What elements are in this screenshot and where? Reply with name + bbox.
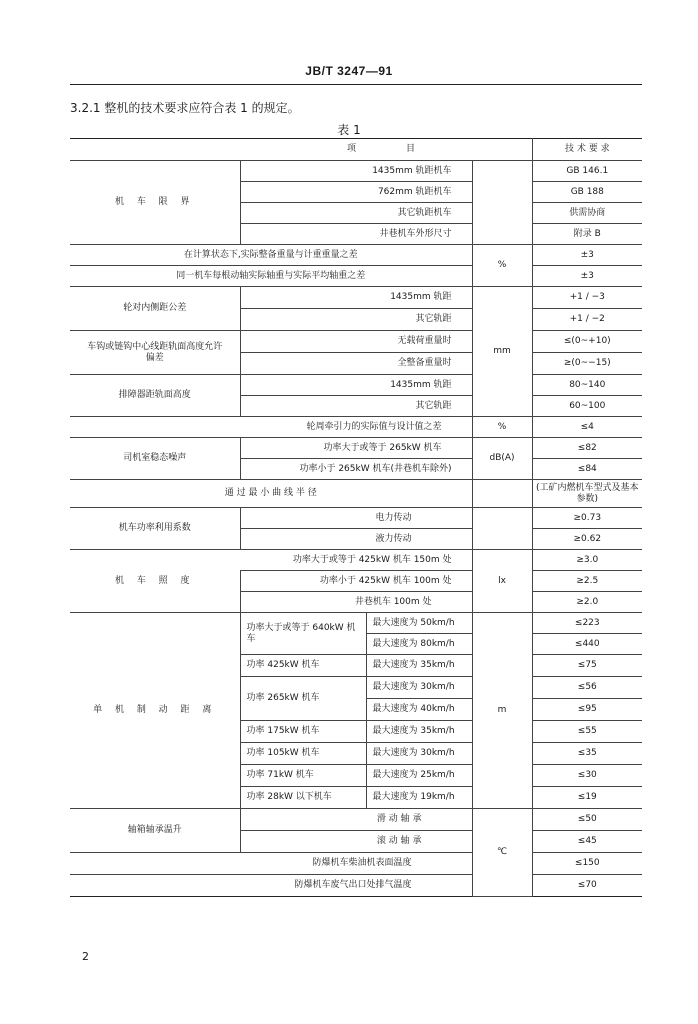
row-requirement: ≥3.0	[532, 550, 642, 571]
row-power-label: 功率 175kW 机车	[240, 721, 366, 743]
row-requirement: ≥2.5	[532, 571, 642, 592]
row-speed-label: 最大速度为 80km/h	[366, 634, 472, 655]
row-requirement: +1 / −3	[532, 287, 642, 309]
row-sub-label: 762mm 轨距机车	[240, 182, 472, 203]
table-row	[70, 266, 642, 287]
row-sub-label: 井巷机车外形尺寸	[240, 224, 472, 245]
row-unit: ℃	[472, 809, 532, 897]
row-power-label: 功率大于或等于 640kW 机车	[240, 613, 366, 655]
row-group-label: 轮对内侧距公差	[70, 287, 240, 331]
row-power-label: 功率 28kW 以下机车	[240, 787, 366, 809]
row-group-label: 排障器距轨面高度	[70, 375, 240, 417]
row-power-label: 功率 71kW 机车	[240, 765, 366, 787]
row-sub-label: 其它轨距机车	[240, 203, 472, 224]
row-unit: %	[472, 245, 532, 287]
row-power-label: 功率 105kW 机车	[240, 743, 366, 765]
row-requirement: ≤150	[532, 853, 642, 875]
row-sub-label: 井巷机车 100m 处	[240, 592, 472, 613]
row-requirement: ±3	[532, 245, 642, 266]
row-item-label: 同一机车每根动轴实际轴重与实际平均轴重之差	[70, 266, 472, 287]
row-speed-label: 最大速度为 50km/h	[366, 613, 472, 634]
row-speed-label: 最大速度为 30km/h	[366, 677, 472, 699]
row-speed-label: 最大速度为 25km/h	[366, 765, 472, 787]
row-requirement: ≤19	[532, 787, 642, 809]
table-row	[70, 809, 642, 831]
row-requirement: GB 188	[532, 182, 642, 203]
row-group-label: 单 机 制 动 距 离	[70, 613, 240, 809]
table-row	[70, 161, 642, 182]
row-sub-label: 无载荷重量时	[240, 331, 472, 353]
row-requirement: ≤84	[532, 459, 642, 480]
table-caption: 表 1	[337, 123, 361, 137]
row-unit: dB(A)	[472, 438, 532, 480]
row-unit: mm	[472, 287, 532, 417]
row-sub-label: 滚 动 轴 承	[240, 831, 472, 853]
row-requirement: ≤95	[532, 699, 642, 721]
row-requirement: ±3	[532, 266, 642, 287]
row-requirement: (工矿内燃机车型式及基本参数)	[532, 480, 642, 508]
table-row	[70, 438, 642, 459]
row-item-label: 防爆机车柴油机表面温度	[70, 853, 472, 875]
table-row	[70, 550, 642, 571]
table-row	[70, 508, 642, 529]
table-row	[70, 245, 642, 266]
row-sub-label: 功率小于 425kW 机车 100m 处	[240, 571, 472, 592]
row-sub-label: 全整备重量时	[240, 353, 472, 375]
row-unit: %	[472, 417, 532, 438]
row-requirement: +1 / −2	[532, 309, 642, 331]
row-requirement: ≤440	[532, 634, 642, 655]
row-speed-label: 最大速度为 40km/h	[366, 699, 472, 721]
technical-requirements-table	[70, 138, 642, 897]
row-requirement: ≤4	[532, 417, 642, 438]
page-number: 2	[82, 950, 89, 963]
row-sub-label: 其它轨距	[240, 396, 472, 417]
standard-header: JB/T 3247—91	[305, 64, 393, 78]
row-requirement: ≤50	[532, 809, 642, 831]
row-sub-label: 1435mm 轨距	[240, 375, 472, 396]
row-item-label: 在计算状态下,实际整备重量与计重重量之差	[70, 245, 472, 266]
table-header-row	[70, 139, 642, 161]
row-sub-label: 1435mm 轨距	[240, 287, 472, 309]
row-requirement: ≤56	[532, 677, 642, 699]
clause-text: 3.2.1 整机的技术要求应符合表 1 的规定。	[70, 101, 300, 115]
row-sub-label: 功率大于或等于 425kW 机车 150m 处	[240, 550, 472, 571]
row-group-label: 机车功率利用系数	[70, 508, 240, 550]
row-requirement: ≤(0~+10)	[532, 331, 642, 353]
row-group-label: 车钩或链钩中心线距轨面高度允许偏差	[70, 331, 240, 375]
row-requirement: ≤223	[532, 613, 642, 634]
row-requirement: ≤30	[532, 765, 642, 787]
row-power-label: 功率 265kW 机车	[240, 677, 366, 721]
table-row	[70, 287, 642, 309]
row-sub-label: 液力传动	[240, 529, 472, 550]
col-header-item: 项	[70, 139, 366, 161]
table-row	[70, 480, 642, 508]
row-unit: lx	[472, 550, 532, 613]
row-requirement: 附录 B	[532, 224, 642, 245]
row-requirement: ≤70	[532, 875, 642, 897]
row-requirement: ≤35	[532, 743, 642, 765]
table-row	[70, 417, 642, 438]
row-speed-label: 最大速度为 35km/h	[366, 721, 472, 743]
row-speed-label: 最大速度为 30km/h	[366, 743, 472, 765]
row-group-label: 机 车 照 度	[70, 550, 240, 613]
row-sub-label: 其它轨距	[240, 309, 472, 331]
row-requirement: ≤82	[532, 438, 642, 459]
row-requirement: 60~100	[532, 396, 642, 417]
row-item-label: 轮周牵引力的实际值与设计值之差	[70, 417, 472, 438]
row-sub-label: 1435mm 轨距机车	[240, 161, 472, 182]
row-requirement: 供需协商	[532, 203, 642, 224]
row-requirement: ≤45	[532, 831, 642, 853]
table-row	[70, 853, 642, 875]
row-power-label: 功率 425kW 机车	[240, 655, 366, 677]
row-speed-label: 最大速度为 35km/h	[366, 655, 472, 677]
row-requirement: 80~140	[532, 375, 642, 396]
row-requirement: ≥(0~−15)	[532, 353, 642, 375]
row-sub-label: 电力传动	[240, 508, 472, 529]
row-requirement: ≥0.73	[532, 508, 642, 529]
row-group-label: 机 车 限 界	[70, 161, 240, 245]
row-group-label: 轴箱轴承温升	[70, 809, 240, 853]
row-sub-label: 滑 动 轴 承	[240, 809, 472, 831]
header-rule	[70, 84, 642, 85]
row-group-label: 司机室稳态噪声	[70, 438, 240, 480]
row-requirement: ≥0.62	[532, 529, 642, 550]
row-requirement: ≤55	[532, 721, 642, 743]
row-item-label: 通 过 最 小 曲 线 半 径	[70, 480, 472, 508]
table-row	[70, 613, 642, 634]
table-row	[70, 875, 642, 897]
row-requirement: GB 146.1	[532, 161, 642, 182]
col-header-requirement: 技 术 要 求	[532, 139, 642, 161]
table-row	[70, 375, 642, 396]
row-unit: m	[472, 613, 532, 809]
table-row	[70, 331, 642, 353]
col-header-target: 目	[366, 139, 532, 161]
row-sub-label: 功率小于 265kW 机车(井巷机车除外)	[240, 459, 472, 480]
row-speed-label: 最大速度为 19km/h	[366, 787, 472, 809]
row-sub-label: 功率大于或等于 265kW 机车	[240, 438, 472, 459]
row-item-label: 防爆机车废气出口处排气温度	[70, 875, 472, 897]
row-requirement: ≥2.0	[532, 592, 642, 613]
row-requirement: ≤75	[532, 655, 642, 677]
